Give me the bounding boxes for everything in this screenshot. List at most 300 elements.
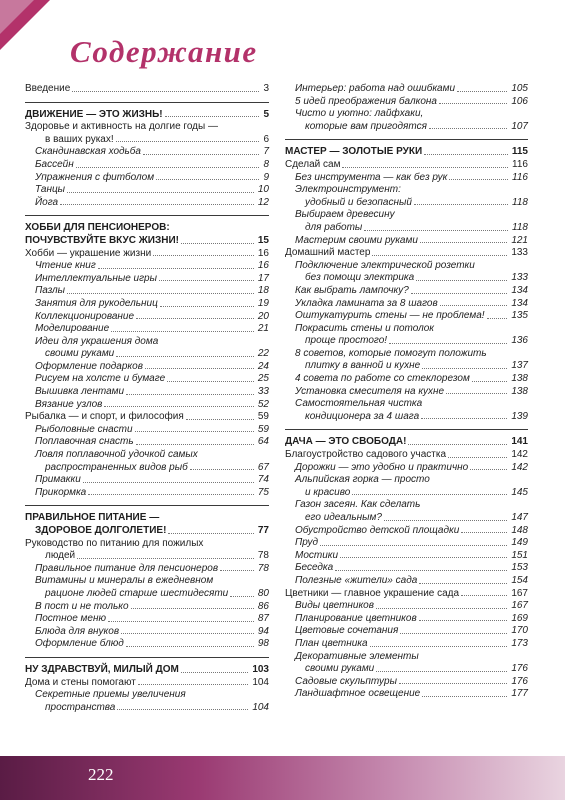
toc-entry-title: 8 советов, которые помогут положить	[295, 347, 487, 359]
toc-entry	[285, 651, 528, 663]
toc-dot-leader	[414, 204, 508, 205]
toc-entry-title: плитку в ванной и кухне	[305, 360, 421, 372]
toc-entry	[285, 575, 528, 587]
toc-page-number: 115	[511, 146, 528, 158]
toc-entry	[25, 386, 269, 398]
toc-dot-leader	[448, 457, 507, 458]
toc-entry-title: Беседка	[295, 562, 334, 574]
toc-entry-title: ЗДОРОВОЕ ДОЛГОЛЕТИЕ!	[35, 525, 167, 536]
toc-entry-title: распространенных видов рыб	[45, 461, 188, 473]
toc-entry-title: Дома и стены помогают	[25, 676, 136, 688]
toc-entry	[25, 550, 269, 562]
toc-dot-leader	[138, 684, 249, 685]
toc-entry	[285, 323, 528, 335]
toc-page-number: 19	[257, 297, 269, 309]
toc-dot-leader	[181, 243, 254, 244]
toc-entry-title: Блюда для внуков	[35, 625, 120, 637]
toc-dot-leader	[60, 204, 254, 205]
toc-page-number: 25	[257, 373, 269, 385]
toc-dot-leader	[136, 444, 254, 445]
toc-entry	[285, 172, 528, 184]
toc-entry-title: Упражнения с фитболом	[35, 171, 155, 183]
toc-entry	[25, 260, 269, 272]
toc-entry-title: кондиционера за 4 шага	[305, 410, 420, 422]
toc-dot-leader	[376, 671, 507, 672]
toc-dot-leader	[116, 356, 254, 357]
toc-entry	[285, 260, 528, 272]
toc-dot-leader	[422, 696, 507, 697]
toc-page-number: 103	[252, 663, 269, 675]
toc-entry-title: Рыболовные снасти	[35, 423, 133, 435]
toc-entry-title: Оштукатурить стены — не проблема!	[295, 310, 485, 322]
toc-entry	[25, 575, 269, 587]
toc-entry	[285, 272, 528, 284]
toc-entry	[25, 361, 269, 373]
toc-entry-title: его идеальным?	[305, 512, 382, 523]
toc-dot-leader	[190, 469, 254, 470]
toc-dot-leader	[165, 116, 260, 117]
toc-dot-leader	[429, 128, 507, 129]
toc-dot-leader	[111, 331, 254, 332]
toc-dot-leader	[77, 558, 254, 559]
toc-entry-title: Скандинавская ходьба	[35, 146, 141, 158]
toc-page-number: 176	[511, 675, 528, 687]
toc-entry-title: Витамины и минералы в ежедневном	[35, 575, 214, 587]
toc-entry-title: Поплавочная снасть	[35, 436, 134, 448]
toc-entry-title: Коллекционирование	[35, 310, 135, 322]
toc-dot-leader	[160, 306, 254, 307]
toc-page-number: 6	[263, 133, 269, 145]
toc-entry	[285, 335, 528, 347]
toc-entry-title: своими руками	[305, 663, 375, 675]
toc-dot-leader	[116, 141, 260, 142]
toc-page-number: 80	[257, 587, 269, 599]
toc-page-number: 64	[257, 436, 269, 448]
toc-entry-title: Выбираем древесину	[295, 209, 395, 221]
toc-column-right	[285, 83, 528, 701]
toc-page-number: 15	[257, 234, 269, 246]
toc-entry-title: Примакки	[35, 474, 81, 486]
toc-dot-leader	[370, 646, 508, 647]
toc-entry	[25, 702, 269, 714]
toc-page-number: 7	[263, 146, 269, 158]
toc-page-number: 106	[511, 95, 528, 107]
toc-entry-title: Полезные «жители» сада	[295, 574, 418, 586]
toc-entry	[285, 600, 528, 612]
toc-entry	[25, 487, 269, 499]
toc-dot-leader	[126, 646, 254, 647]
toc-entry	[285, 139, 528, 158]
toc-entry	[25, 449, 269, 461]
toc-entry	[285, 310, 528, 322]
toc-page-number: 104	[252, 701, 269, 713]
toc-entry-title: Альпийская горка — просто	[295, 474, 430, 486]
toc-dot-leader	[104, 406, 254, 407]
toc-dot-leader	[424, 154, 508, 155]
toc-entry	[285, 386, 528, 398]
toc-dot-leader	[400, 633, 507, 634]
toc-entry-title: для работы	[305, 221, 363, 233]
toc-entry	[285, 499, 528, 511]
toc-page-number: 176	[511, 663, 528, 675]
toc-page-number: 78	[257, 562, 269, 574]
toc-page-number: 59	[257, 423, 269, 435]
toc-entry-title: Сделай сам	[285, 158, 341, 170]
toc-entry	[285, 588, 528, 600]
toc-entry	[285, 222, 528, 234]
toc-entry-title: Декоративные элементы	[295, 650, 419, 662]
toc-entry	[25, 121, 269, 133]
toc-entry-title: Домашний мастер	[285, 247, 371, 259]
toc-page-number: 139	[511, 410, 528, 422]
toc-dot-leader	[121, 633, 254, 634]
toc-entry-title: Мастерим своими руками	[295, 234, 418, 246]
page-number: 222	[88, 765, 114, 784]
toc-entry	[285, 525, 528, 537]
toc-entry	[25, 273, 269, 285]
toc-entry-title: Укладка ламината за 8 шагов	[295, 297, 438, 309]
toc-entry-title: 5 идей преображения балкона	[295, 95, 437, 107]
toc-entry-title: 4 совета по работе со стеклорезом	[295, 373, 470, 385]
toc-page-number: 133	[511, 272, 528, 284]
toc-entry-title: Введение	[25, 83, 71, 94]
toc-page-number: 177	[511, 688, 528, 700]
toc-dot-leader	[376, 608, 507, 609]
toc-entry	[25, 462, 269, 474]
toc-page-number: 78	[257, 550, 269, 562]
toc-entry	[285, 209, 528, 221]
toc-dot-leader	[364, 230, 508, 231]
toc-entry-title: Рисуем на холсте и бумаге	[35, 373, 166, 385]
toc-entry	[25, 184, 269, 196]
toc-page-number: 135	[511, 310, 528, 322]
toc-dot-leader	[136, 318, 254, 319]
toc-dot-leader	[384, 520, 507, 521]
toc-entry-title: Интеллектуальные игры	[35, 272, 157, 284]
toc-entry	[25, 134, 269, 146]
toc-dot-leader	[419, 620, 508, 621]
toc-entry	[25, 411, 269, 423]
toc-page-number: 137	[511, 360, 528, 372]
toc-dot-leader	[145, 368, 254, 369]
toc-page-number: 16	[257, 247, 269, 259]
toc-dot-leader	[230, 596, 254, 597]
toc-page-number: 169	[511, 612, 528, 624]
toc-page-number: 138	[511, 385, 528, 397]
toc-page-number: 118	[512, 221, 528, 233]
bottom-decor-band	[0, 756, 565, 800]
toc-entry-title: Садовые скульптуры	[295, 675, 397, 687]
toc-entry	[285, 474, 528, 486]
toc-entry-title: ПРАВИЛЬНОЕ ПИТАНИЕ —	[25, 512, 160, 524]
toc-dot-leader	[131, 608, 254, 609]
toc-entry	[25, 373, 269, 385]
toc-page-number: 94	[257, 625, 269, 637]
toc-dot-leader	[372, 255, 507, 256]
toc-entry	[285, 562, 528, 574]
toc-page-number: 118	[512, 196, 528, 208]
toc-entry-title: Чтение книг	[35, 260, 96, 272]
toc-entry-title: ДВИЖЕНИЕ — ЭТО ЖИЗНЬ!	[25, 108, 163, 120]
toc-dot-leader	[419, 583, 507, 584]
toc-entry	[285, 96, 528, 108]
toc-page-number: 67	[257, 461, 269, 473]
toc-dot-leader	[320, 545, 507, 546]
toc-entry	[285, 613, 528, 625]
toc-entry-title: проще простого!	[305, 335, 388, 347]
toc-entry	[285, 462, 528, 474]
toc-page-number: 167	[511, 600, 528, 612]
toc-entry	[25, 298, 269, 310]
toc-entry	[25, 626, 269, 638]
toc-entry	[25, 689, 269, 701]
toc-entry	[25, 657, 269, 676]
toc-dot-leader	[143, 154, 259, 155]
toc-entry	[285, 676, 528, 688]
toc-entry	[285, 487, 528, 499]
toc-dot-leader	[461, 532, 507, 533]
toc-entry	[285, 197, 528, 209]
toc-entry-title: План цветника	[295, 637, 368, 649]
toc-dot-leader	[457, 91, 507, 92]
toc-dot-leader	[422, 368, 507, 369]
toc-entry-title: Постное меню	[35, 613, 106, 625]
toc-entry-title: Пазлы	[35, 285, 66, 297]
toc-page-number: 12	[257, 196, 269, 208]
toc-page-number: 77	[257, 525, 269, 536]
toc-page-number: 136	[511, 335, 528, 347]
toc-entry	[25, 348, 269, 360]
toc-dot-leader	[156, 179, 259, 180]
toc-dot-leader	[167, 381, 254, 382]
toc-entry	[25, 285, 269, 297]
toc-entry	[25, 215, 269, 234]
toc-dot-leader	[487, 318, 508, 319]
toc-entry	[25, 197, 269, 209]
toc-page-number: 170	[511, 625, 528, 637]
toc-entry-title: Без инструмента — как без рук	[295, 171, 448, 183]
toc-entry-title: рационе людей старше шестидесяти	[45, 587, 229, 599]
toc-entry	[285, 298, 528, 310]
toc-page-number: 167	[511, 587, 528, 599]
toc-page-number: 24	[257, 360, 269, 372]
toc-dot-leader	[399, 683, 507, 684]
toc-dot-leader	[440, 305, 508, 306]
toc-dot-leader	[352, 494, 507, 495]
toc-entry	[285, 373, 528, 385]
toc-entry	[25, 613, 269, 625]
toc-dot-leader	[67, 293, 254, 294]
toc-entry-title: Электроинструмент:	[295, 184, 401, 196]
toc-page-number: 153	[511, 562, 528, 574]
toc-entry	[285, 449, 528, 461]
toc-entry	[25, 538, 269, 550]
toc-entry	[285, 108, 528, 120]
toc-entry	[25, 159, 269, 171]
toc-page-number: 104	[252, 676, 269, 688]
toc-page-number: 74	[257, 474, 269, 486]
toc-dot-leader	[220, 570, 254, 571]
toc-dot-leader	[159, 280, 254, 281]
toc-entry	[285, 348, 528, 360]
toc-page-number: 87	[257, 613, 269, 625]
toc-entry-title: Вязание узлов	[35, 398, 103, 410]
toc-page-number: 154	[511, 574, 528, 586]
toc-entry-title: ПОЧУВСТВУЙТЕ ВКУС ЖИЗНИ!	[25, 234, 179, 246]
toc-entry	[285, 429, 528, 448]
toc-entry	[25, 525, 269, 537]
toc-entry-title: без помощи электрика	[305, 272, 415, 284]
toc-page-number: 107	[511, 120, 528, 132]
toc-entry	[25, 83, 269, 95]
toc-entry-title: Занятия для рукодельниц	[35, 297, 158, 309]
toc-entry	[25, 474, 269, 486]
toc-entry-title: Идеи для украшения дома	[35, 335, 159, 347]
toc-dot-leader	[416, 280, 507, 281]
toc-entry-title: и красиво	[305, 486, 351, 498]
toc-entry	[25, 146, 269, 158]
toc-entry	[285, 411, 528, 423]
toc-entry	[25, 638, 269, 650]
toc-page-number: 142	[511, 449, 528, 461]
toc-entry	[25, 323, 269, 335]
toc-entry-title: Танцы	[35, 184, 66, 196]
toc-entry-title: Прикормка	[35, 486, 87, 498]
toc-entry-title: Правильное питание для пенсионеров	[35, 562, 219, 574]
toc-entry-title: пространства	[45, 701, 116, 713]
toc-dot-leader	[449, 179, 508, 180]
toc-dot-leader	[88, 494, 254, 495]
toc-entry-title: удобный и безопасный	[305, 196, 412, 208]
toc-dot-leader	[168, 533, 253, 534]
toc-entry	[25, 677, 269, 689]
toc-page-number: 9	[263, 171, 269, 183]
toc-page-number: 138	[511, 373, 528, 385]
toc-page-number: 18	[257, 285, 269, 297]
page-title: Содержание	[70, 34, 258, 69]
toc-entry-title: Как выбрать лампочку?	[295, 284, 409, 296]
toc-entry-title: Подключение электрической розетки	[295, 259, 475, 271]
toc-entry-title: Оформление подарков	[35, 360, 143, 372]
toc-entry-title: Цветовые сочетания	[295, 625, 399, 637]
toc-entry-title: Интерьер: работа над ошибками	[295, 83, 456, 94]
toc-dot-leader	[135, 431, 254, 432]
toc-dot-leader	[446, 393, 507, 394]
toc-entry-title: Секретные приемы увеличения	[35, 689, 186, 701]
toc-page-number: 8	[263, 158, 269, 170]
toc-entry-title: Бассейн	[35, 158, 74, 170]
toc-page-number: 52	[257, 398, 269, 410]
toc-dot-leader	[72, 91, 259, 92]
toc-page-number: 134	[511, 284, 528, 296]
toc-entry	[285, 247, 528, 259]
toc-entry	[285, 121, 528, 133]
toc-entry-title: которые вам пригодятся	[305, 120, 427, 132]
toc-entry-title: Покрасить стены и потолок	[295, 322, 434, 334]
toc-entry-title: Хобби — украшение жизни	[25, 247, 152, 259]
toc-page-number: 75	[257, 486, 269, 498]
toc-page-number: 86	[257, 600, 269, 612]
toc-entry	[285, 550, 528, 562]
toc-dot-leader	[472, 381, 507, 382]
toc-entry-title: Обустройство детской площадки	[295, 524, 460, 536]
toc-dot-leader	[76, 167, 260, 168]
toc-entry	[25, 505, 269, 524]
toc-entry	[285, 688, 528, 700]
toc-dot-leader	[108, 621, 254, 622]
toc-dot-leader	[67, 192, 254, 193]
toc-dot-leader	[408, 444, 507, 445]
toc-dot-leader	[342, 167, 508, 168]
toc-dot-leader	[470, 469, 507, 470]
toc-page-number: 16	[257, 260, 269, 272]
toc-entry-title: Оформление блюд	[35, 638, 124, 650]
toc-page-number: 116	[512, 171, 528, 183]
toc-entry-title: ХОББИ ДЛЯ ПЕНСИОНЕРОВ:	[25, 222, 170, 234]
toc-entry-title: В пост и не только	[35, 600, 129, 612]
toc-entry-title: МАСТЕР — ЗОЛОТЫЕ РУКИ	[285, 146, 423, 158]
toc-dot-leader	[186, 419, 254, 420]
toc-entry	[285, 184, 528, 196]
toc-entry-title: Рыбалка — и спорт, и философия	[25, 411, 184, 423]
toc-entry	[285, 512, 528, 524]
toc-page-number: 21	[257, 323, 269, 335]
toc-entry-title: НУ ЗДРАВСТВУЙ, МИЛЫЙ ДОМ	[25, 663, 179, 675]
toc-entry-title: Ловля поплавочной удочкой самых	[35, 449, 198, 461]
toc-entry	[25, 235, 269, 247]
toc-entry-title: Йога	[35, 196, 59, 208]
toc-page-number: 116	[512, 158, 528, 170]
toc-entry	[25, 399, 269, 411]
toc-dot-leader	[83, 482, 254, 483]
toc-entry-title: Благоустройство садового участка	[285, 449, 447, 461]
toc-entry-title: в ваших руках!	[45, 133, 114, 145]
toc-dot-leader	[335, 570, 507, 571]
toc-entry-title: Мостики	[295, 549, 339, 561]
toc-dot-leader	[420, 242, 507, 243]
toc-entry	[25, 563, 269, 575]
toc-page-number: 149	[511, 537, 528, 549]
toc-page-number: 17	[257, 272, 269, 284]
toc-entry-title: ДАЧА — ЭТО СВОБОДА!	[285, 436, 407, 448]
toc-page-number: 134	[511, 297, 528, 309]
toc-entry-title: Установка смесителя на кухне	[295, 385, 445, 397]
toc-page-number: 145	[511, 486, 528, 498]
toc-entry	[285, 159, 528, 171]
toc-dot-leader	[126, 394, 254, 395]
toc-dot-leader	[411, 293, 508, 294]
toc-dot-leader	[461, 595, 507, 596]
toc-entry-title: своими руками	[45, 348, 115, 360]
toc-page-number: 33	[257, 386, 269, 398]
toc-entry	[285, 235, 528, 247]
toc-entry	[285, 663, 528, 675]
toc-page-number: 20	[257, 310, 269, 322]
toc-page-number: 142	[511, 461, 528, 473]
toc-entry-title: Вышивка лентами	[35, 386, 125, 398]
toc-entry	[25, 311, 269, 323]
toc-entry-title: Здоровье и активность на долгие годы —	[25, 121, 218, 133]
toc-entry-title: Ландшафтное освещение	[295, 688, 421, 700]
toc-entry	[25, 248, 269, 260]
toc-entry	[285, 638, 528, 650]
toc-entry	[285, 625, 528, 637]
toc-entry-title: людей	[45, 550, 76, 562]
corner-decor-triangle-light	[0, 0, 34, 34]
toc-page-number: 5	[263, 108, 269, 120]
toc-entry	[25, 436, 269, 448]
toc-page-number: 151	[511, 549, 528, 561]
